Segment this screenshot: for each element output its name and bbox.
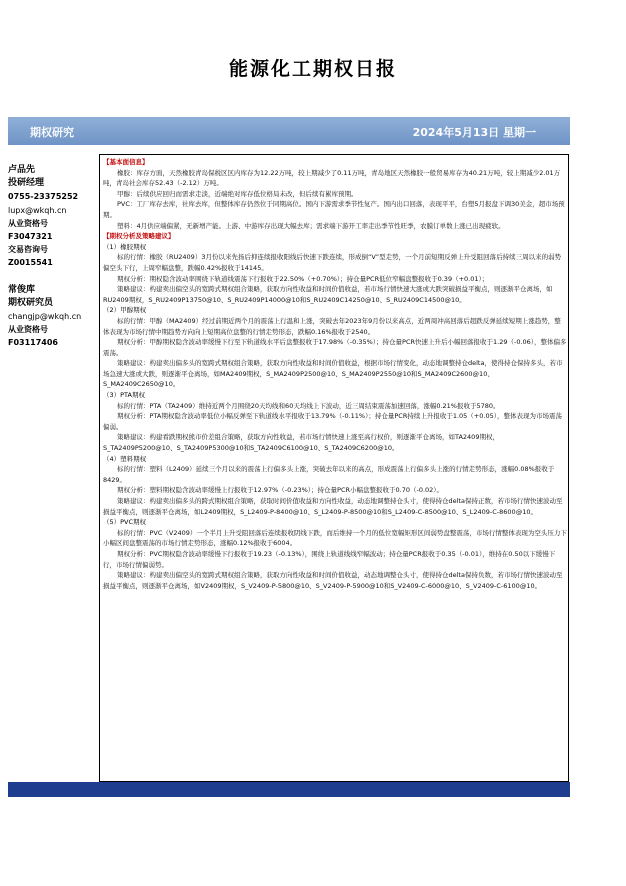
report-title: 能源化工期权日报 <box>228 58 397 80</box>
paragraph: 策略建议：构建卖出偏多头的宽跨式期权组合策略，获取方向性收益和时间价值收益，根据市场行情变化，动态地调整持仓delta，使得持仓保持多头，若市场急速大涨或大跌，则逐渐平仓离场，如MA2409期权，S_MA2409P2500@10、S_MA2409P2550@10和S_MA2409C2600@10、S_MA2409C2650@10。 <box>103 359 563 389</box>
analyst-2 <box>8 284 98 350</box>
subsection-heading: （1）橡胶期权 <box>103 242 147 251</box>
footer-bar <box>8 782 570 797</box>
subsection-heading: （4）塑料期权 <box>103 454 147 463</box>
banner-date: 2024年5月13日 星期一 <box>412 126 536 139</box>
paragraph: 期权分析：塑料期权隐含波动率缓慢上行报收于12.97%（-0.23%）；持仓量PCR小幅盘整报收于0.70（-0.02）。 <box>117 486 444 495</box>
paragraph: 策略建议：构建看跌期权熊市价差组合策略，获取方向性收益，若市场行情快速上涨至高行权价，则逐渐平仓离场，如TA2409期权，S_TA2409P5200@10、S_TA2409P5300@10和S_TA2409C6100@10、S_TA2409C6200@10。 <box>103 433 499 453</box>
analyst-consult-label: 交易咨询号 <box>8 245 48 255</box>
paragraph: 策略建议：构建卖出偏多头的跨式期权组合策略，获取时间价值收益和方向性收益，动态地调整持仓头寸，使得持仓delta保持正数，若市场行情快速波动至损益平衡点，则逐渐平仓离场，如L2409期权，S_L2409-P-8400@10、S_L2409-P-8500@10和S_L2409-C-8500@10、S_L2409-C-8600@10。 <box>103 497 563 516</box>
analyst-email[interactable]: lupx@wkqh.cn <box>8 205 67 215</box>
paragraph: 期权分析：甲醇期权隐含波动率缓慢下行至下轨道线水平后盘整报收于17.98%（-0.35%）；持仓量PCR快速上升后小幅回落报收于1.29（-0.06），整体偏多震荡。 <box>103 338 567 357</box>
analyst-cert: F3047321 <box>8 232 53 242</box>
analyst-name: 卢品先 <box>8 165 36 175</box>
analyst-1 <box>8 164 98 270</box>
paragraph: 策略建议：构建卖出偏空头的宽跨式期权组合策略，获取方向性收益和时间价值收益，若市场行情快速大涨或大跌突破损益平衡点，则逐渐平仓离场，如RU2409期权，S_RU2409P13750@10、S_RU2409P14000@10和S_RU2409C14250@10、S_RU2409C14500@10。 <box>103 285 553 304</box>
subsection-heading: （2）甲醇期权 <box>103 306 147 315</box>
banner-section-label: 期权研究 <box>30 126 74 139</box>
report-body <box>103 157 567 591</box>
header-banner <box>8 117 570 145</box>
analyst-cert: F03117406 <box>8 338 58 348</box>
analyst-role: 投研经理 <box>8 178 45 189</box>
analyst-name: 常俊库 <box>8 284 36 295</box>
analyst-phone: 0755-23375252 <box>8 192 79 202</box>
paragraph: 标的行情：塑料（L2409）延续三个月以来的震荡上行偏多头上涨，突破去年以来的高点，形成震荡上行偏多头上涨的行情走势形态，涨幅0.08%报收于8429。 <box>103 465 555 484</box>
subsection-heading: （3）PTA期权 <box>103 391 145 400</box>
paragraph: 策略建议：构建卖出偏空头的宽跨式期权组合策略，获取方向性收益和时间价值收益，动态地调整仓头寸，使得持仓delta保持负数，若市场行情快速波动至损益平衡点，则逐渐平仓离场，如V2409期权，S_V2409-P-5800@10、S_V2409-P-5900@10和S_V2409-C-6000@10、S_V2409-C-6100@10。 <box>103 571 563 590</box>
analyst-email[interactable]: changjp@wkqh.cn <box>8 312 82 322</box>
paragraph: 期权分析：PTA期权隐含波动率低位小幅反弹至下轨道线水平报收于13.79%（-0.11%）；持仓量PCR持续上升报收于1.05（+0.05），整体表现为市场震荡偏弱。 <box>103 412 562 431</box>
section-heading: 【基本面信息】 <box>103 158 149 166</box>
analyst-consult: Z0015541 <box>8 258 53 268</box>
section-heading: 【期权分析及策略建议】 <box>103 232 175 241</box>
paragraph: 甲醇：后续供应回归而需求走淡，近端绝对库存低位格局未改，但后续有累库预期。 <box>117 189 358 198</box>
paragraph: 标的行情：PTA（TA2409）维持近两个月围绕20天均线和60天均线上下波动，近三周结束震荡加速回落，涨幅0.21%报收于5780。 <box>117 401 500 410</box>
analyst-sidebar <box>8 164 98 350</box>
paragraph: 标的行情：甲醇（MA2409）经过前期近两个月的震荡上行温和上涨，突破去年2023年9月份以来高点，近两周冲高回落后超跌反弹延续短期上涨趋势，整体表现为市场行情中期趋势方向向上短期高位盘整的行情走势形态，跌幅0.16%报收于2540。 <box>103 316 561 336</box>
paragraph: 期权分析：PVC期权隐含波动率缓慢下行报收于19.23（-0.13%），围绕上轨道线线窄幅波动；持仓量PCR报收于0.35（-0.01），维持在0.50以下缓慢下行，市场行情偏弱势。 <box>103 549 556 569</box>
paragraph: 标的行情：橡胶（RU2409）3月份以来先扬后抑连续报收阳线后快速下跌连续，形成倒“V”型走势，一个月前短期反弹上升受阻回落后持续三周以来的弱势偏空头下行，上周窄幅盘整，跌幅0.42%报收于14145。 <box>103 253 562 272</box>
analyst-cert-label: 从业资格号 <box>8 218 48 228</box>
analyst-role: 期权研究员 <box>8 297 54 308</box>
paragraph: PVC：工厂库存去库，社库去库，但整体库存仍然位于同期高位。国内下游需求季节性复产。国内出口回落，表现平平，台塑5月报盘下调30美金，超市场预期。 <box>103 200 565 219</box>
paragraph: 期权分析：期权隐含波动率围绕下轨道线震荡下行报收于22.50%（+0.70%）；持仓量PCR低位窄幅盘整报收于0.39（+0.01）； <box>117 274 489 283</box>
analyst-cert-label: 从业资格号 <box>8 325 48 335</box>
subsection-heading: （5）PVC期权 <box>103 518 147 527</box>
paragraph: 橡胶：库存方面，天然橡胶青岛保税区区内库存为12.22万吨，较上期减少了0.11万吨，青岛地区天然橡胶一般贸易库存为40.21万吨，较上期减少2.01万吨，青岛社会库存52.43（-2.12）万吨。 <box>103 168 561 188</box>
paragraph: 标的行情：PVC（V2409）一个半月上升受阻回落后连续报收阴线下跌，而后维持一个月的低位宽幅矩形区间弱势盘整震荡，市场行情整体表现为空头压力下小幅区间盘整震荡的市场行情走势形态，涨幅0.12%报收于6004。 <box>103 528 567 548</box>
paragraph: 塑料：4月供应端偏紧，无新增产能。上游、中游库存出现大幅去库；需求端下游开工率走出季节性旺季，农膜订单数上涨已出现疲软。 <box>117 221 505 230</box>
